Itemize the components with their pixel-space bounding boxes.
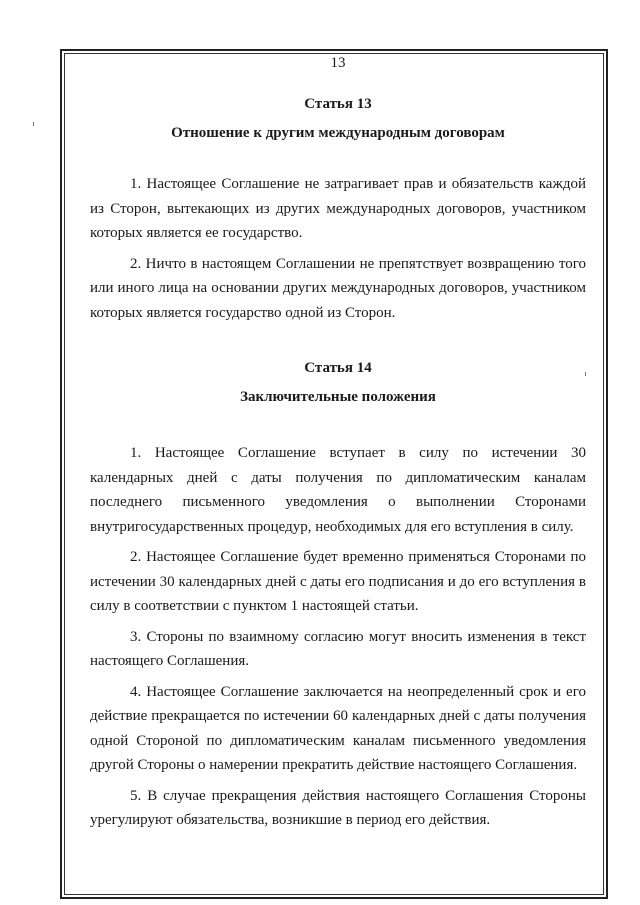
article-14-paragraph-3: 3. Стороны по взаимному согласию могут вносить изменения в текст настоящего Соглашения. bbox=[90, 628, 586, 669]
article-14-paragraph-1: 1. Настоящее Соглашение вступает в силу по истечении 30 календарных дней с даты получения по дипломатическим каналам последнего письменного уведомления о выполнении Сторонами внутригосударственных процедур, необходимых для его вступления в силу. bbox=[90, 445, 586, 535]
article-13-paragraph-1: 1. Настоящее Соглашение не затрагивает прав и обязательств каждой из Сторон, вытекающих из других международных договоров, участником которых является ее государство. bbox=[90, 176, 586, 241]
article-13-paragraph-2: 2. Ничто в настоящем Соглашении не препятствует возвращению того или иного лица на основании других международных договоров, участником которых является государство одной из Сторон. bbox=[90, 255, 586, 321]
scan-mark bbox=[33, 122, 34, 126]
article-14-title: Статья 14 bbox=[304, 360, 372, 376]
article-13 bbox=[90, 92, 586, 325]
article-13-body bbox=[90, 172, 586, 325]
article-13-subtitle: Отношение к другим международным договорам bbox=[171, 124, 505, 141]
article-14-paragraph-5: 5. В случае прекращения действия настоящего Соглашения Стороны урегулируют обязательства, возникшие в период его действия. bbox=[90, 787, 586, 828]
page-number: 13 bbox=[330, 55, 346, 71]
article-14-paragraph-2: 2. Настоящее Соглашение будет временно применяться Сторонами по истечении 30 календарных дней с даты его подписания и до его вступления в силу в соответствии с пунктом 1 настоящей статьи. bbox=[90, 549, 586, 614]
article-14-subtitle: Заключительные положения bbox=[240, 388, 436, 405]
article-14 bbox=[90, 356, 586, 833]
article-13-title: Статья 13 bbox=[304, 96, 372, 112]
document-body bbox=[90, 54, 586, 839]
article-14-paragraph-4: 4. Настоящее Соглашение заключается на неопределенный срок и его действие прекращается по истечении 60 календарных дней с даты получения одной Стороной по дипломатическим каналам письменного уведомления другой Стороны о намерении прекратить действие настоящего Соглашения. bbox=[90, 683, 586, 773]
article-14-body bbox=[90, 441, 586, 833]
